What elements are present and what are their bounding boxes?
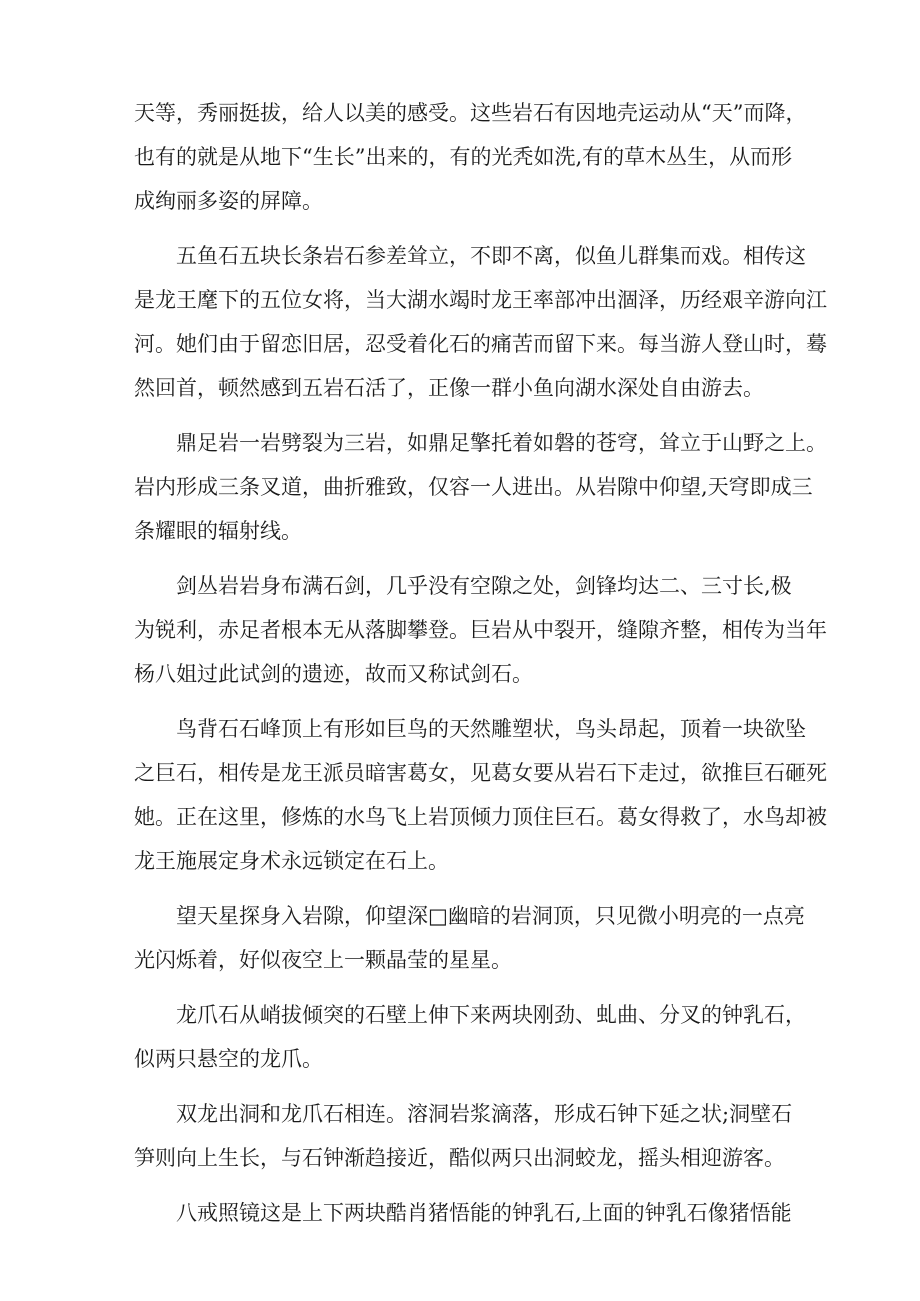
paragraph-niaobeishi-line-1: 鸟背石石峰顶上有形如巨鸟的天然雕塑状，鸟头昂起，顶着一块欲坠 xyxy=(176,717,806,741)
paragraph-longzhuashi-line-1: 龙爪石从峭拔倾突的石壁上伸下来两块刚劲、虬曲、分叉的钟乳石， xyxy=(176,1003,806,1027)
paragraph-wuyushi-line-1: 五鱼石五块长条岩石参差耸立，不即不离，似鱼儿群集而戏。相传这 xyxy=(176,244,806,268)
paragraph-shuanglong-line-1: 双龙出洞和龙爪石相连。溶洞岩浆滴落，形成石钟下延之状;洞壁石 xyxy=(176,1102,793,1126)
paragraph-wangtianxing-line-2: 光闪烁着，好似夜空上一颗晶莹的星星。 xyxy=(134,948,512,972)
paragraph-jiancongyan-line-3: 杨八姐过此试剑的遗迹，故而又称试剑石。 xyxy=(134,662,533,686)
paragraph-wangtianxing-line-1: 望天星探身入岩隙，仰望深□幽暗的岩洞顶，只见微小明亮的一点亮 xyxy=(176,904,805,928)
paragraph-wuyushi-line-3: 河。她们由于留恋旧居，忍受着化石的痛苦而留下来。每当游人登山时，蓦 xyxy=(134,332,827,356)
paragraph-wuyushi-line-2: 是龙王麾下的五位女将，当大湖水竭时龙王率部冲出涸泽，历经艰辛游向江 xyxy=(134,288,827,312)
paragraph-jiancongyan-line-2: 为锐利，赤足者根本无从落脚攀登。巨岩从中裂开，缝隙齐整，相传为当年 xyxy=(134,618,827,642)
paragraph-intro-line-3: 成绚丽多姿的屏障。 xyxy=(134,189,323,213)
paragraph-niaobeishi-line-3: 她。正在这里，修炼的水鸟飞上岩顶倾力顶住巨石。葛女得救了，水鸟却被 xyxy=(134,805,827,829)
paragraph-dingzuyan-line-3: 条耀眼的辐射线。 xyxy=(134,519,302,543)
paragraph-niaobeishi-line-2: 之巨石，相传是龙王派员暗害葛女，见葛女要从岩石下走过，欲推巨石砸死 xyxy=(134,761,827,785)
paragraph-wuyushi-line-4: 然回首，顿然感到五岩石活了，正像一群小鱼向湖水深处自由游去。 xyxy=(134,376,764,400)
paragraph-bajie-line-1: 八戒照镜这是上下两块酷肖猪悟能的钟乳石,上面的钟乳石像猪悟能 xyxy=(176,1201,792,1225)
paragraph-dingzuyan-line-1: 鼎足岩一岩劈裂为三岩，如鼎足擎托着如磐的苍穹，耸立于山野之上。 xyxy=(176,431,827,455)
paragraph-niaobeishi-line-4: 龙王施展定身术永远锁定在石上。 xyxy=(134,849,449,873)
paragraph-dingzuyan-line-2: 岩内形成三条叉道，曲折雅致，仅容一人进出。从岩隙中仰望,天穹即成三 xyxy=(134,475,813,499)
paragraph-longzhuashi-line-2: 似两只悬空的龙爪。 xyxy=(134,1047,323,1071)
paragraph-intro-line-1: 天等，秀丽挺拔，给人以美的感受。这些岩石有因地壳运动从“天”而降， xyxy=(134,101,807,125)
paragraph-intro-line-2: 也有的就是从地下“生长”出来的，有的光秃如洗,有的草木丛生，从而形 xyxy=(134,145,793,169)
paragraph-shuanglong-line-2: 笋则向上生长，与石钟渐趋接近，酷似两只出洞蛟龙，摇头相迎游客。 xyxy=(134,1146,785,1170)
paragraph-jiancongyan-line-1: 剑丛岩岩身布满石剑，几乎没有空隙之处，剑锋均达二、三寸长,极 xyxy=(176,574,792,598)
